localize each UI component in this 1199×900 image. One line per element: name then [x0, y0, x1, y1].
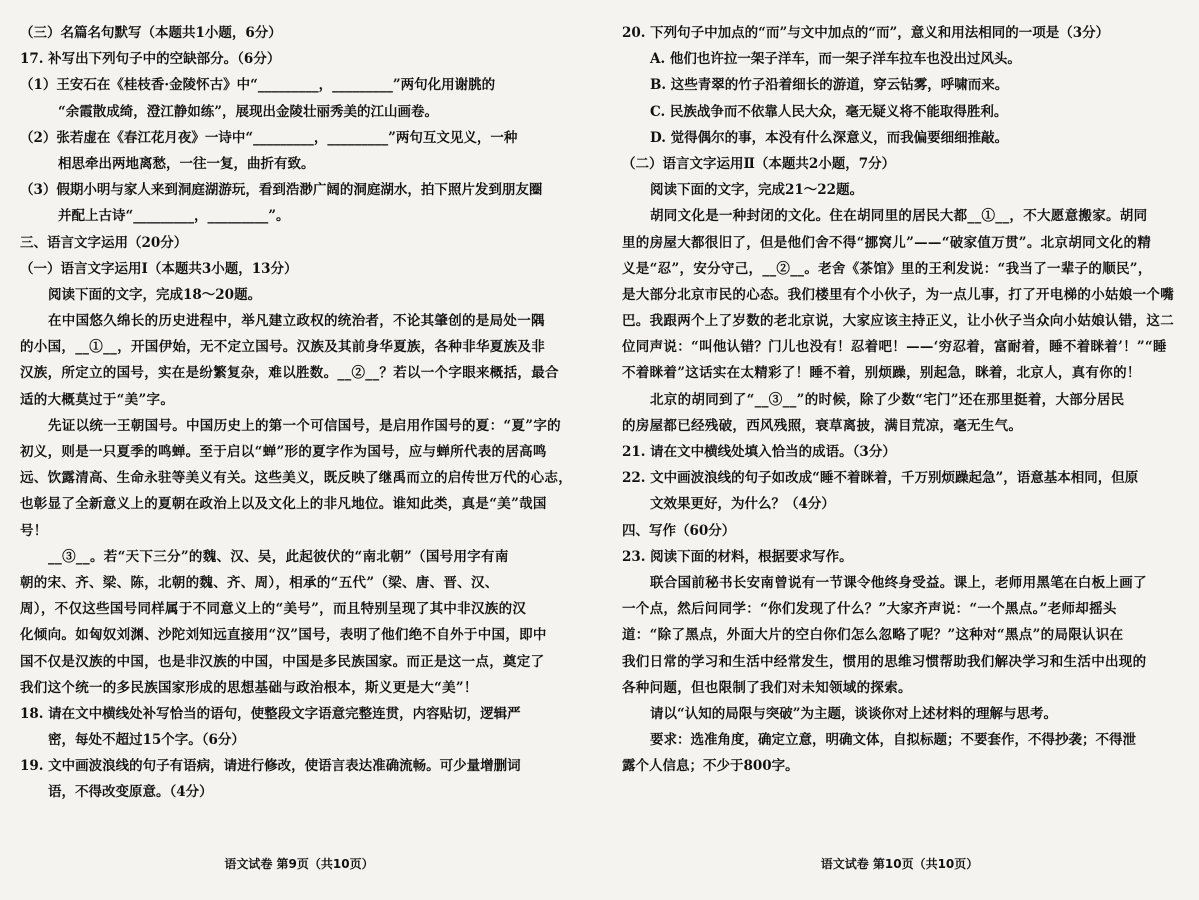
- left-text-line: 相思牵出两地离愁，一往一复，曲折有致。: [58, 155, 315, 172]
- right-page: [600, 0, 1199, 900]
- left-text-line: 密，每处不超过15个字。（6分）: [48, 732, 245, 749]
- right-text-line: 不着眯着”这话实在太精彩了！睡不着，别烦躁，别起急，眯着，北京人，真有你的！: [622, 365, 1141, 382]
- left-text-line: 汉族，所定立的国号，实在是纷繁复杂，难以胜数。__②__？若以一个字眼来概括，最合: [20, 365, 559, 382]
- right-text-line: 巴。我跟两个上了岁数的老北京说，大家应该主持正义，让小伙子当众向小姑娘认错，这二: [622, 313, 1174, 330]
- left-text-line: （一）语言文字运用Ⅰ（本题共3小题，13分）: [20, 260, 298, 277]
- right-text-line: 阅读下面的文字，完成21～22题。: [650, 182, 864, 199]
- right-text-line: 各种问题，但也限制了我们对未知领域的探索。: [622, 679, 912, 696]
- right-text-line: 胡同文化是一种封闭的文化。住在胡同里的居民大都__①__，不大愿意搬家。胡同: [650, 208, 1148, 225]
- left-text-line: 周），不仅这些国号同样属于不同意义上的“美号”，而且特别呈现了其中非汉族的汉: [20, 601, 527, 618]
- right-text-line: 22. 文中画波浪线的句子如改成“睡不着眯着，千万别烦躁起急”，语意基本相同，但原: [622, 470, 1139, 487]
- left-text-line: 并配上古诗“_________，_________”。: [58, 208, 290, 225]
- right-text-line: 23. 阅读下面的材料，根据要求写作。: [622, 548, 853, 565]
- right-text-line: 道：“除了黑点，外面大片的空白你们怎么忽略了呢？”这种对“黑点”的局限认识在: [622, 627, 1124, 644]
- right-text-line: 我们日常的学习和生活中经常发生，惯用的思维习惯帮助我们解决学习和生活中出现的: [622, 653, 1147, 670]
- left-text-line: 先证以统一王朝国号。中国历史上的第一个可信国号，是启用作国号的夏：“夏”字的: [48, 417, 561, 434]
- left-text-line: （三）名篇名句默写（本题共1小题，6分）: [20, 25, 282, 41]
- left-text-line: 17. 补写出下列句子中的空缺部分。（6分）: [20, 51, 281, 68]
- left-text-line: 号！: [20, 522, 48, 539]
- left-text-line: 语，不得改变原意。（4分）: [48, 784, 213, 801]
- right-text-line: 是大部分北京市民的心态。我们楼里有个小伙子，为一点儿事，打了开电梯的小姑娘一个嘴: [622, 286, 1174, 303]
- right-text-line: C. 民族战争而不依靠人民大众，毫无疑义将不能取得胜利。: [650, 103, 1008, 120]
- right-text-line: 文效果更好，为什么？（4分）: [650, 496, 835, 513]
- left-text-line: 国不仅是汉族的中国，也是非汉族的中国，中国是多民族国家。而正是这一点，奠定了: [20, 653, 545, 670]
- right-text-line: A. 他们也许拉一架子洋车，而一架子洋车拉车也没出过风头。: [650, 51, 1021, 68]
- right-text-line: 21. 请在文中横线处填入恰当的成语。（3分）: [622, 444, 896, 460]
- right-text-line: 20. 下列句子中加点的“而”与文中加点的“而”，意义和用法相同的一项是（3分）: [622, 25, 1110, 41]
- left-text-line: （2）张若虚在《春江花月夜》一诗中“_________，_________”两句互文见义，一种: [20, 129, 518, 146]
- left-page-footer: 语文试卷 第9页（共10页）: [224, 857, 374, 871]
- left-text-line: 18. 请在文中横线处补写恰当的语句，使整段文字语意完整连贯，内容贴切，逻辑严: [20, 705, 521, 722]
- left-text-line: （3）假期小明与家人来到洞庭湖游玩，看到浩渺广阔的洞庭湖水，拍下照片发到朋友圈: [20, 182, 543, 199]
- left-text-line: 化倾向。如匈奴刘渊、沙陀刘知远直接用“汉”国号，表明了他们绝不自外于中国，即中: [20, 627, 547, 644]
- left-text-line: 适的大概莫过于“美”字。: [20, 391, 175, 408]
- left-text-line: 远、饮露清高、生命永驻等美义有关。这些美义，既反映了继禹而立的启传世万代的心志，: [20, 470, 572, 487]
- right-text-line: 要求：选准角度，确定立意，明确文体，自拟标题；不要套作，不得抄袭；不得泄: [650, 732, 1136, 749]
- left-text-line: 阅读下面的文字，完成18～20题。: [48, 286, 262, 303]
- left-text-line: __③__。若“天下三分”的魏、汉、吴，此起彼伏的“南北朝”（国号用字有南: [48, 548, 509, 565]
- left-text-line: 朝的宋、齐、梁、陈，北朝的魏、齐、周），相承的“五代”（梁、唐、晋、汉、: [20, 574, 499, 591]
- left-text-line: 的小国，__①__，开国伊始，无不定立国号。汉族及其前身华夏族，各种非华夏族及非: [20, 339, 545, 356]
- right-text-line: 四、写作（60分）: [622, 522, 736, 539]
- left-text-line: （1）王安石在《桂枝香·金陵怀古》中“_________，_________”两句化用谢朓的: [20, 77, 496, 94]
- left-text-line: 19. 文中画波浪线的句子有语病，请进行修改，使语言表达准确流畅。可少量增删词: [20, 758, 521, 775]
- right-text-line: 位同声说：“叫他认错？门儿也没有！忍着吧！——‘穷忍着，富耐着，睡不着眯着’！”“睡: [622, 339, 1167, 356]
- right-text-line: 北京的胡同到了“__③__”的时候，除了少数“宅门”还在那里挺着，大部分居民: [650, 391, 1125, 408]
- left-text-line: 初义，则是一只夏季的鸣蝉。至于启以“蝉”形的夏字作为国号，应与蝉所代表的居高鸣: [20, 444, 547, 460]
- right-text-line: D. 觉得偶尔的事，本没有什么深意义，而我偏要细细推敲。: [650, 129, 1009, 146]
- left-text-line: 三、语言文字运用（20分）: [20, 234, 188, 251]
- right-page-body: [622, 20, 1185, 779]
- left-text-line: 我们这个统一的多民族国家形成的思想基础与政治根本，斯义更是大“美”！: [20, 679, 478, 696]
- left-text-line: 也彰显了全新意义上的夏朝在政治上以及文化上的非凡地位。谁知此类，真是“美”哉国: [20, 496, 547, 513]
- right-text-line: 义是“忍”，安分守己，__②__。老舍《茶馆》里的王利发说：“我当了一辈子的顺民”，: [622, 260, 1152, 277]
- right-text-line: 联合国前秘书长安南曾说有一节课令他终身受益。课上，老师用黑笔在白板上画了: [650, 574, 1147, 591]
- left-text-line: “余霞散成绮，澄江静如练”，展现出金陵壮丽秀美的江山画卷。: [58, 103, 439, 120]
- right-text-line: 请以“认知的局限与突破”为主题，谈谈你对上述材料的理解与思考。: [650, 705, 1058, 722]
- right-text-line: 露个人信息；不少于800字。: [622, 758, 799, 775]
- right-text-line: （二）语言文字运用Ⅱ（本题共2小题，7分）: [622, 155, 896, 172]
- right-text-line: 里的房屋大都很旧了，但是他们舍不得“挪窝儿”——“破家值万贯”。北京胡同文化的精: [622, 234, 1152, 251]
- right-text-line: B. 这些青翠的竹子沿着细长的游道，穿云钻雾，呼啸而来。: [650, 77, 1009, 94]
- right-page-footer: 语文试卷 第10页（共10页）: [820, 857, 979, 871]
- right-text-line: 的房屋都已经残破，西风残照，衰草离披，满目荒凉，毫无生气。: [622, 417, 1023, 434]
- right-text-line: 一个点，然后问同学：“你们发现了什么？”大家齐声说：“一个黑点。”老师却摇头: [622, 601, 1117, 618]
- left-text-line: 在中国悠久绵长的历史进程中，举凡建立政权的统治者，不论其肇创的是局处一隅: [48, 313, 545, 330]
- left-page: [0, 0, 598, 900]
- left-page-body: [20, 20, 582, 806]
